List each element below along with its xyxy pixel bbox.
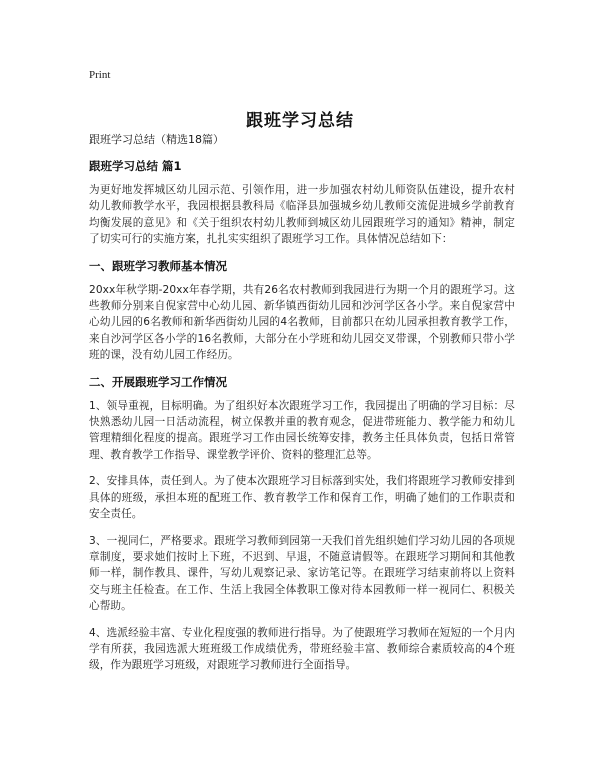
intro-paragraph: 为更好地发挥城区幼儿园示范、引领作用，进一步加强农村幼儿师资队伍建设，提升农村幼儿教师教学水平，我园根据县教科局《临泽县加强城乡幼儿教师交流促进城乡学前教育均衡发展的意见》和《关于组织农村幼儿教师到城区幼儿园跟班学习的通知》精神，制定了切实可行的实施方案，扎扎实实组织了跟班学习工作。具体情况总结如下： (89, 184, 515, 246)
part-heading: 跟班学习总结 篇1 (89, 159, 182, 173)
work-item-1: 1、领导重视，目标明确。为了组织好本次跟班学习工作，我园提出了明确的学习目标：尽快熟悉幼儿园一日活动流程，树立保教并重的教育观念，促进带班能力、教学能力和幼儿管理精细化程度的提高。跟班学习工作由园长统筹安排，教务主任具体负责，包括日常管理、教育教学工作指导、课堂教学评价、资料的整理汇总等。 (89, 399, 515, 461)
document-body (89, 132, 515, 684)
work-item-4: 4、选派经验丰富、专业化程度强的教师进行指导。为了使跟班学习教师在短短的一个月内学有所获，我园选派大班班级工作成绩优秀，带班经验丰富、教师综合素质较高的4个班级，作为跟班学习班级，对跟班学习教师进行全面指导。 (89, 626, 515, 672)
work-item-2: 2、安排具体，责任到人。为了使本次跟班学习目标落到实处，我们将跟班学习教师安排到具体的班级，承担本班的配班工作、教育教学工作和保育工作，明确了她们的工作职责和安全责任。 (89, 475, 515, 521)
basic-info-paragraph: 20xx年秋学期-20xx年春学期，共有26名农村教师到我园进行为期一个月的跟班学习。这些教师分别来自倪家营中心幼儿园、新华镇西街幼儿园和沙河学区各小学。来自倪家营中心幼儿园的6名教师和新华西街幼儿园的4名教师，目前都只在幼儿园承担教育教学工作，来自沙河学区各小学的16名教师，大部分在小学班和幼儿园交叉带课，个别教师只带小学班的课，没有幼儿园工作经历。 (89, 283, 515, 362)
section-heading-work: 二、开展跟班学习工作情况 (89, 374, 227, 389)
document-subtitle: 跟班学习总结（精选18篇） (89, 133, 224, 146)
work-item-3: 3、一视同仁，严格要求。跟班学习教师到园第一天我们首先组织她们学习幼儿园的各项规章制度，要求她们按时上下班，不迟到、早退，不随意请假等。在跟班学习期间和其他教师一样，制作教具、课件，写幼儿观察记录、家访笔记等。在跟班学习结束前将以上资料交与班主任检查。在工作、生活上我园全体教职工像对待本园教师一样一视同仁、积极关心帮助。 (89, 534, 515, 613)
page-title: 跟班学习总结 (246, 111, 354, 132)
print-link[interactable]: Print (89, 69, 111, 81)
section-heading-basic-info: 一、跟班学习教师基本情况 (89, 258, 227, 273)
